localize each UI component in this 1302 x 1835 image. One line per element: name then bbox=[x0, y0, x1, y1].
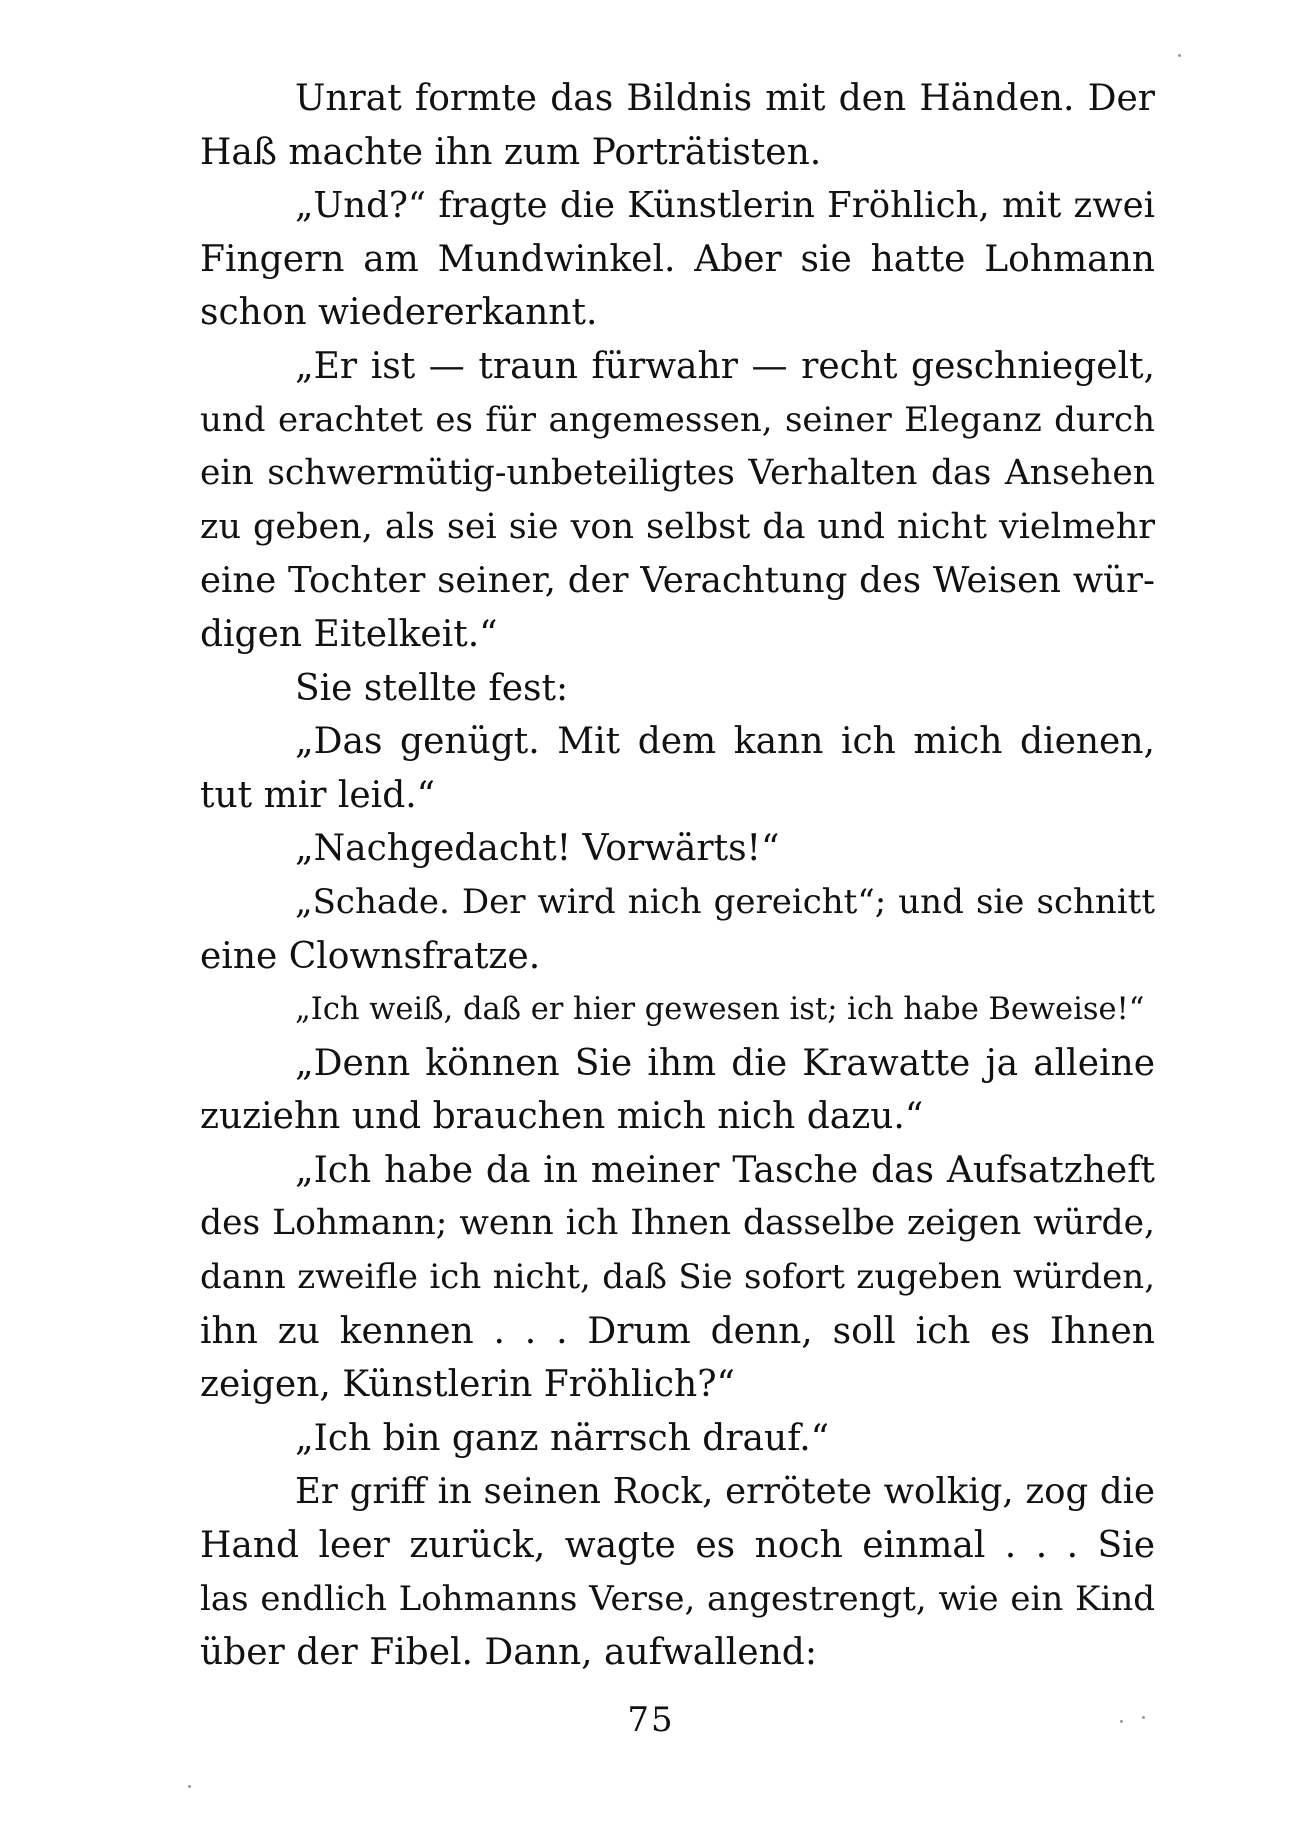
text-line: schon wiedererkannt. bbox=[200, 292, 598, 334]
text-line: zu geben, als sei sie von selbst da und nicht vielmehr bbox=[200, 506, 1155, 547]
text-line: zeigen, Künstlerin Fröhlich?“ bbox=[200, 1364, 735, 1406]
text-line: eine Clownsfratze. bbox=[200, 935, 541, 977]
text-line: „Schade. Der wird nich gereicht“; und sie schnitt bbox=[295, 881, 1155, 922]
text-line: dann zweifle ich nicht, daß Sie sofort zugeben würden, bbox=[200, 1257, 1155, 1298]
text-line: „Ich bin ganz närrsch drauf.“ bbox=[295, 1417, 830, 1459]
paper-speck bbox=[1178, 54, 1181, 57]
page-number: 75 bbox=[627, 1700, 675, 1740]
text-line: Haß machte ihn zum Porträtisten. bbox=[200, 131, 822, 173]
text-line: eine Tochter seiner, der Verachtung des Weisen wür- bbox=[200, 560, 1155, 602]
text-line: zuziehn und brauchen mich nich dazu.“ bbox=[200, 1096, 924, 1138]
text-line: Sie stellte fest: bbox=[295, 667, 569, 709]
text-line: Hand leer zurück, wagte es noch einmal . . . Sie bbox=[200, 1525, 1155, 1567]
text-line: „Denn können Sie ihm die Krawatte ja alleine bbox=[295, 1042, 1155, 1084]
body-text bbox=[200, 72, 1155, 1680]
paper-speck bbox=[1142, 1716, 1145, 1719]
text-line: über der Fibel. Dann, aufwallend: bbox=[200, 1632, 817, 1674]
text-line: „Und?“ fragte die Künstlerin Fröhlich, mit zwei bbox=[295, 185, 1155, 227]
paper-speck bbox=[1120, 1720, 1123, 1723]
text-line: Fingern am Mundwinkel. Aber sie hatte Lohmann bbox=[200, 238, 1155, 280]
text-line: des Lohmann; wenn ich Ihnen dasselbe zeigen würde, bbox=[200, 1203, 1155, 1244]
paper-speck bbox=[188, 1785, 191, 1788]
text-line: „Ich habe da in meiner Tasche das Aufsatzheft bbox=[295, 1149, 1155, 1191]
text-line: „Nachgedacht! Vorwärts!“ bbox=[295, 828, 780, 870]
text-line: „Ich weiß, daß er hier gewesen ist; ich habe Beweise!“ bbox=[295, 992, 1145, 1028]
text-line: las endlich Lohmanns Verse, angestrengt, wie ein Kind bbox=[200, 1578, 1155, 1619]
text-line: und erachtet es für angemessen, seiner Eleganz durch bbox=[200, 399, 1155, 440]
text-line: tut mir leid.“ bbox=[200, 774, 436, 816]
text-line: digen Eitelkeit.“ bbox=[200, 613, 498, 655]
text-line: ein schwermütig-unbeteiligtes Verhalten das Ansehen bbox=[200, 453, 1155, 494]
text-line: Er griff in seinen Rock, errötete wolkig, zog die bbox=[295, 1471, 1155, 1513]
text-line: „Er ist — traun fürwahr — recht geschniegelt, bbox=[295, 345, 1155, 387]
text-line: „Das genügt. Mit dem kann ich mich dienen, bbox=[295, 721, 1155, 763]
text-line: Unrat formte das Bildnis mit den Händen. Der bbox=[295, 78, 1155, 119]
text-line: ihn zu kennen . . . Drum denn, soll ich es Ihnen bbox=[200, 1310, 1155, 1352]
